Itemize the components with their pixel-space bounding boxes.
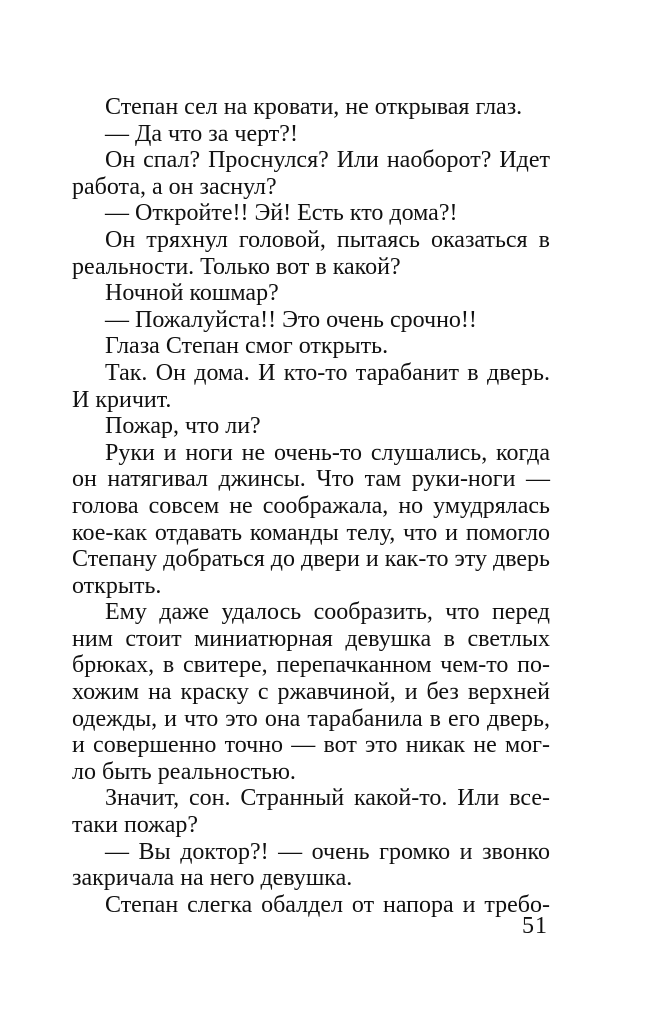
text-line: Так. Он дома. И кто-то тарабанит в дверь. (105, 359, 550, 386)
text-line: ним стоит миниатюрная девушка в светлых (72, 625, 550, 652)
text-line: ло быть реальностью. (72, 758, 296, 785)
body-text (72, 94, 550, 918)
text-line: Степан слегка обалдел от напора и требо- (105, 891, 550, 918)
text-line: Он спал? Проснулся? Или наоборот? Идет (105, 147, 550, 174)
text-line: хожим на краску с ржавчиной, и без верхней (72, 679, 550, 706)
text-line: таки пожар? (72, 812, 199, 839)
text-line: — Пожалуйста!! Это очень срочно!! (105, 306, 477, 333)
text-line: Пожар, что ли? (105, 413, 261, 440)
text-line: Степану добраться до двери и как-то эту дверь (72, 546, 550, 573)
text-line: Ему даже удалось сообразить, что перед (105, 599, 550, 626)
text-line: голова совсем не соображала, но умудрялась (72, 492, 550, 519)
text-line: одежды, и что это она тарабанила в его дверь, (72, 705, 550, 732)
text-line: — Вы доктор?! — очень громко и звонко (105, 838, 550, 865)
text-line: Значит, сон. Странный какой-то. Или все- (105, 785, 550, 812)
text-line: закричала на него девушка. (72, 865, 353, 892)
text-line: и совершенно точно — вот это никак не мог- (72, 732, 550, 759)
text-line: — Откройте!! Эй! Есть кто дома?! (105, 200, 458, 227)
text-line: реальности. Только вот в какой? (72, 253, 401, 280)
text-line: Степан сел на кровати, не открывая глаз. (105, 94, 523, 120)
text-line: Ночной кошмар? (105, 280, 279, 307)
text-line: Он тряхнул головой, пытаясь оказаться в (105, 226, 550, 253)
page-number: 51 (522, 913, 548, 939)
text-line: открыть. (72, 572, 162, 599)
text-line: кое-как отдавать команды телу, что и помогло (72, 519, 550, 546)
text-line: — Да что за черт?! (105, 120, 298, 147)
text-line: Глаза Степан смог открыть. (105, 333, 389, 360)
text-line: И кричит. (72, 386, 172, 413)
text-line: он натягивал джинсы. Что там руки-ноги — (72, 466, 550, 493)
text-line: брюках, в свитере, перепачканном чем-то по- (72, 652, 550, 679)
text-line: работа, а он заснул? (72, 173, 277, 200)
text-line: Руки и ноги не очень-то слушались, когда (105, 439, 550, 466)
